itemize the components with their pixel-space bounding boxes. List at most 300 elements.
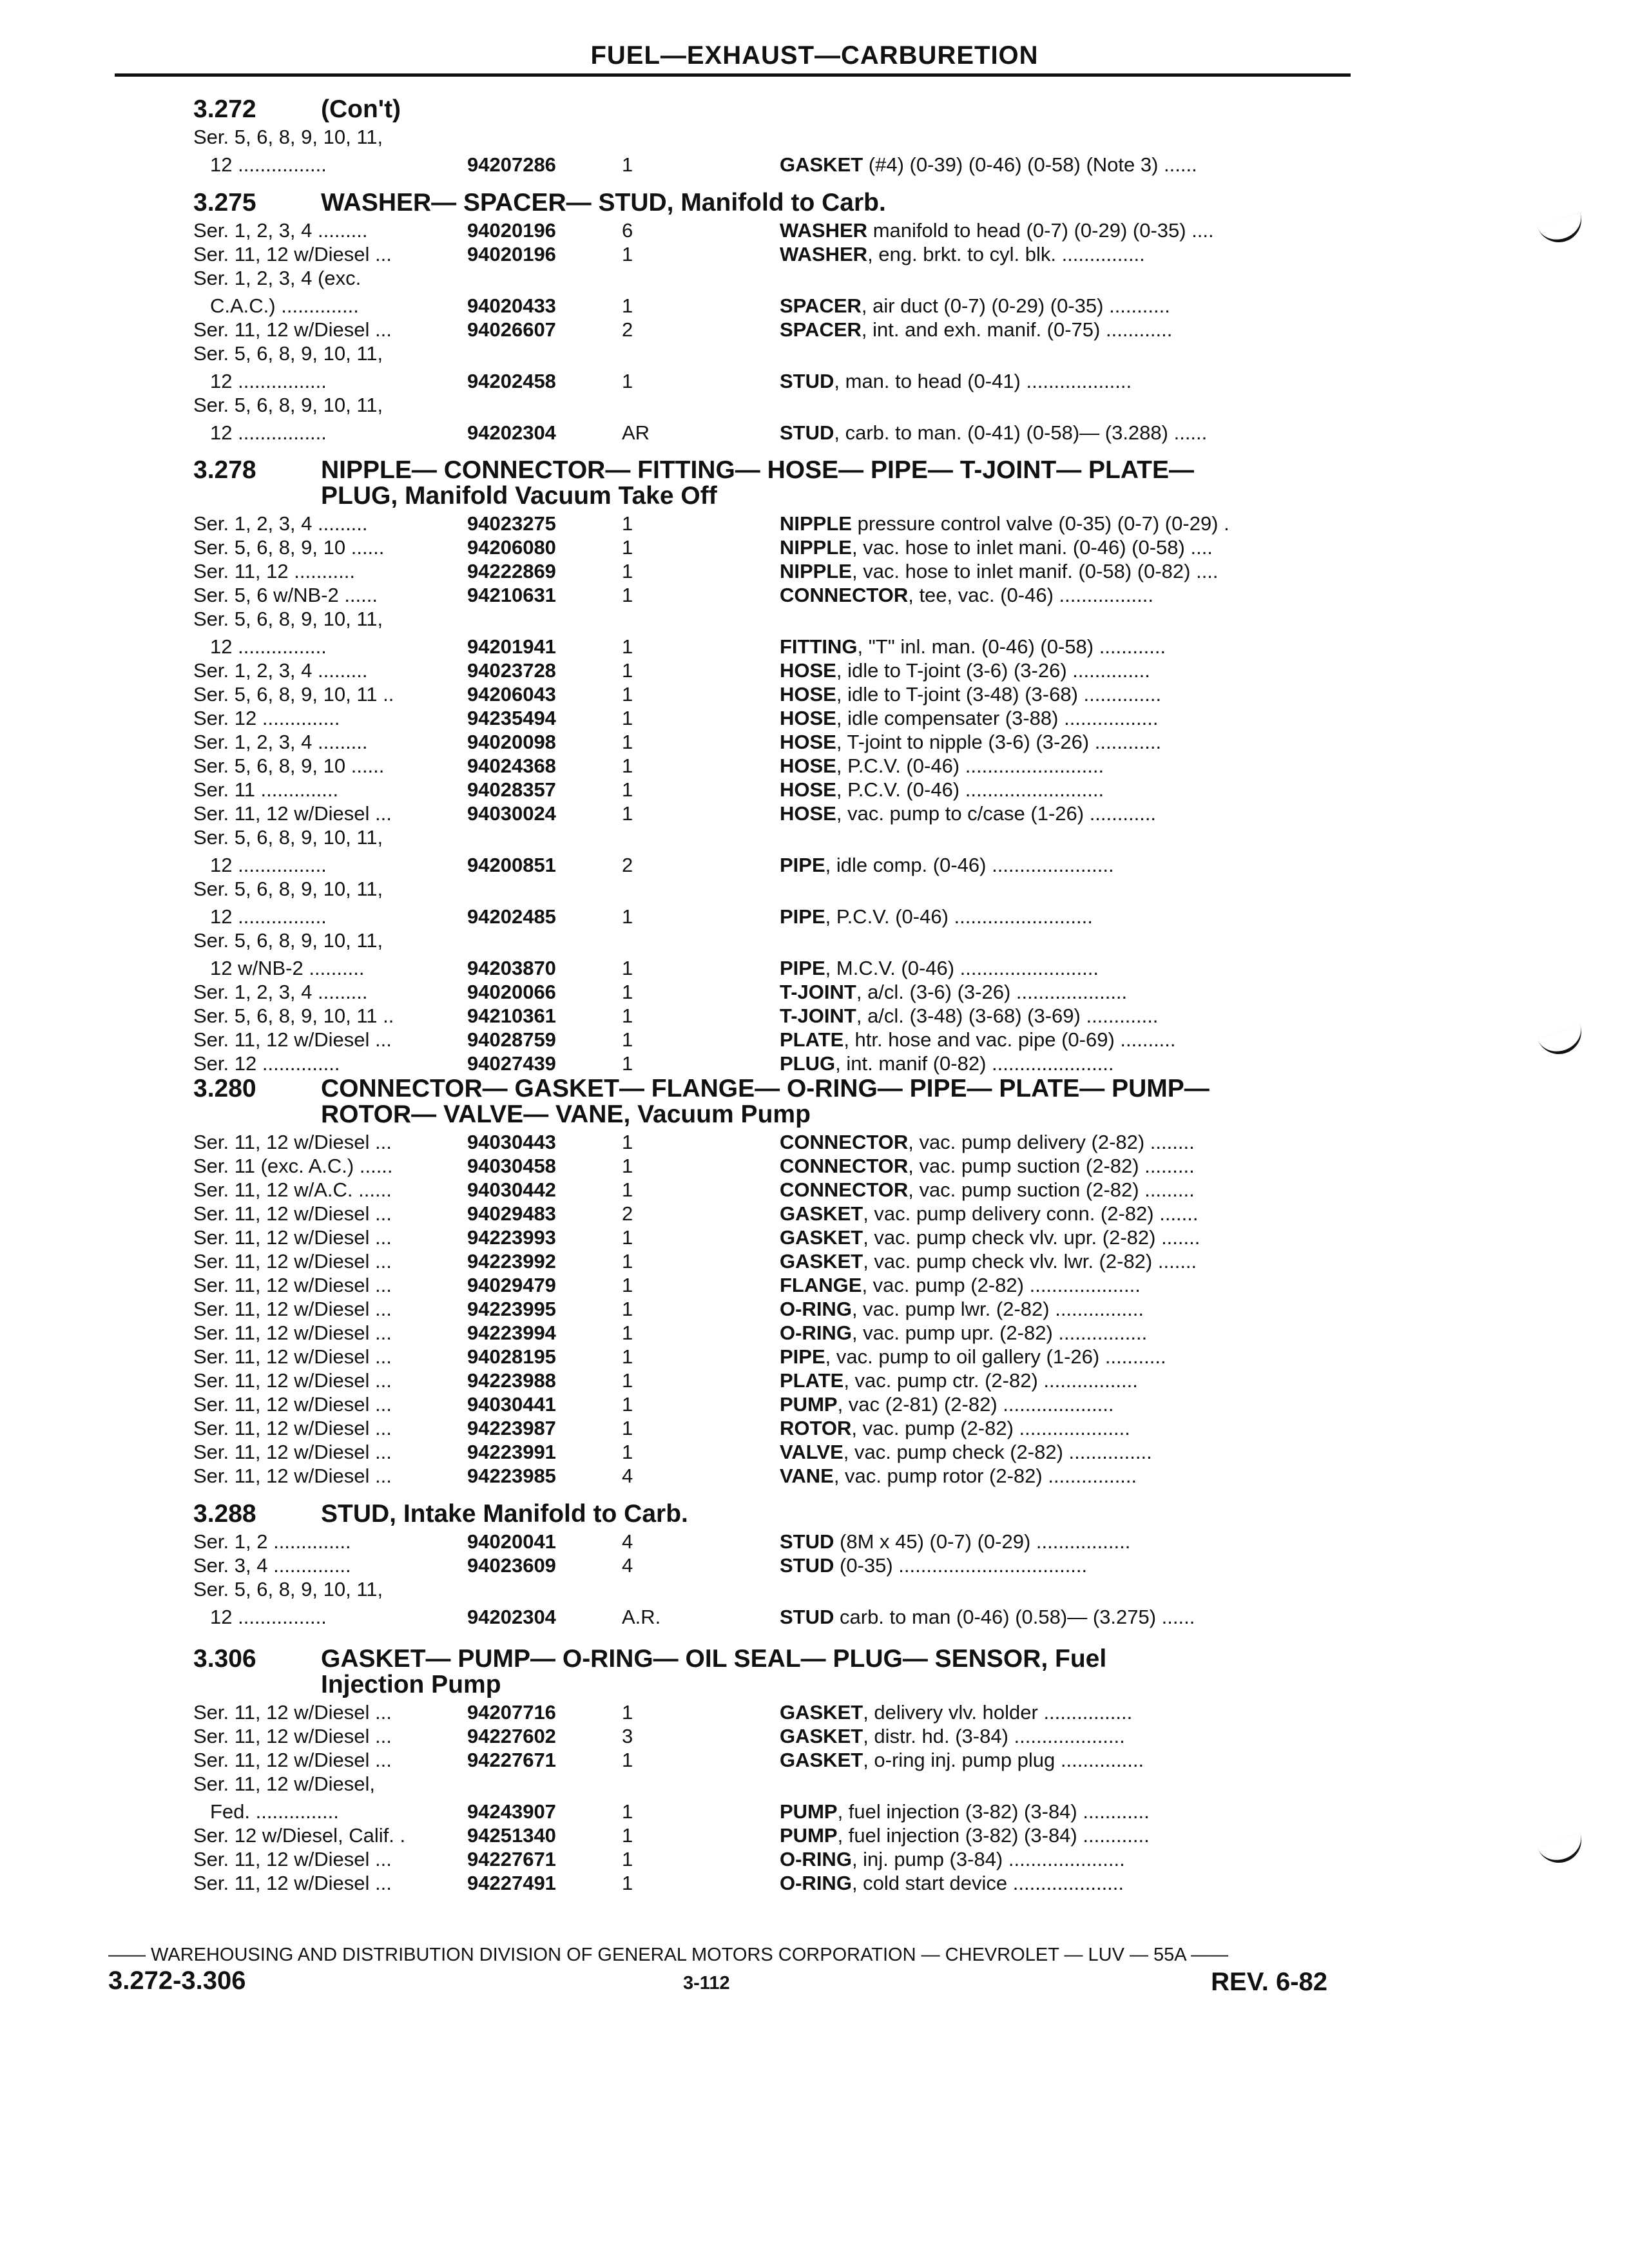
part-description <box>780 1297 1331 1321</box>
part-name: GASKET <box>780 1226 863 1249</box>
section-title: ROTOR— VALVE— VANE, Vacuum Pump <box>321 1100 811 1128</box>
part-detail: , idle to T-joint (3-6) (3-26) .............. <box>836 659 1150 682</box>
parts-row <box>193 1577 1340 1601</box>
quantity: 1 <box>622 754 633 777</box>
parts-row <box>193 802 1340 825</box>
part-description <box>780 853 1331 877</box>
part-description <box>780 1028 1331 1052</box>
serial-applicability: Ser. 11, 12 w/Diesel ... <box>193 1028 392 1051</box>
parts-row <box>193 559 1340 583</box>
serial-applicability: Ser. 1, 2 .............. <box>193 1530 351 1553</box>
parts-row <box>193 1345 1340 1369</box>
section-title: (Con't) <box>321 95 401 123</box>
section-title: STUD, Intake Manifold to Carb. <box>321 1500 688 1528</box>
part-detail: manifold to head (0-7) (0-29) (0-35) .... <box>867 219 1214 242</box>
part-detail: , vac. pump check vlv. lwr. (2-82) ....... <box>863 1250 1197 1273</box>
part-description <box>780 1416 1331 1440</box>
serial-applicability: Ser. 11, 12 w/Diesel ... <box>193 1701 392 1724</box>
part-name: PLUG <box>780 1052 836 1075</box>
part-description <box>780 980 1331 1004</box>
serial-applicability: Fed. ............... <box>210 1800 339 1823</box>
section-title: CONNECTOR— GASKET— FLANGE— O-RING— PIPE— PLATE— PUMP— <box>321 1075 1210 1102</box>
serial-applicability: Ser. 11, 12 w/Diesel ... <box>193 1250 392 1273</box>
part-detail: , idle comp. (0-46) ...................... <box>825 854 1114 876</box>
parts-row <box>193 1772 1340 1796</box>
part-description <box>780 583 1331 607</box>
quantity: 1 <box>622 584 633 606</box>
part-number: 94030442 <box>467 1178 556 1201</box>
part-description <box>780 1748 1331 1772</box>
part-description <box>780 1871 1331 1895</box>
serial-applicability: Ser. 1, 2, 3, 4 ......... <box>193 731 368 753</box>
serial-applicability: Ser. 1, 2, 3, 4 ......... <box>193 981 368 1003</box>
page-title: FUEL—EXHAUST—CARBURETION <box>590 41 1039 70</box>
serial-applicability: 12 ................ <box>210 370 327 392</box>
part-detail: , vac. pump (2-82) .................... <box>851 1417 1130 1439</box>
part-number: 94201941 <box>467 635 556 658</box>
parts-row <box>193 1724 1340 1748</box>
part-number: 94020066 <box>467 981 556 1003</box>
serial-applicability: Ser. 5, 6, 8, 9, 10, 11, <box>193 394 383 416</box>
part-detail: , vac. hose to inlet mani. (0-46) (0-58) .... <box>851 536 1213 559</box>
part-detail: , vac. pump check (2-82) ............... <box>843 1441 1152 1463</box>
parts-row <box>193 1130 1340 1154</box>
binder-hole-mark <box>1537 1024 1588 1061</box>
part-number: 94023609 <box>467 1554 556 1577</box>
footer-range: 3.272-3.306 <box>108 1966 246 1995</box>
part-name: PUMP <box>780 1824 838 1847</box>
serial-applicability: Ser. 5, 6, 8, 9, 10, 11, <box>193 126 383 148</box>
parts-row <box>193 706 1340 730</box>
parts-row <box>193 1748 1340 1772</box>
part-number: 94029483 <box>467 1202 556 1225</box>
part-description <box>780 1004 1331 1028</box>
part-name: WASHER <box>780 219 868 242</box>
part-detail: , fuel injection (3-82) (3-84) ............ <box>837 1800 1150 1823</box>
part-number: 94207286 <box>467 153 556 176</box>
serial-applicability: 12 ................ <box>210 421 327 444</box>
part-detail: , vac. pump suction (2-82) ......... <box>908 1178 1195 1201</box>
serial-applicability: Ser. 11, 12 w/Diesel ... <box>193 1274 392 1296</box>
serial-applicability: Ser. 11, 12 w/Diesel ... <box>193 802 392 825</box>
serial-applicability: Ser. 11, 12 w/Diesel ... <box>193 318 392 341</box>
serial-applicability: Ser. 11, 12 w/Diesel ... <box>193 1298 392 1320</box>
parts-row <box>193 754 1340 778</box>
parts-row <box>193 607 1340 631</box>
part-number: 94227602 <box>467 1725 556 1747</box>
part-name: PIPE <box>780 905 825 928</box>
parts-row <box>193 153 1340 177</box>
part-detail: , eng. brkt. to cyl. blk. ............... <box>867 243 1145 265</box>
part-description <box>780 1823 1331 1847</box>
part-number: 94210361 <box>467 1004 556 1027</box>
part-name: GASKET <box>780 1749 863 1771</box>
quantity: 1 <box>622 1298 633 1320</box>
quantity: 1 <box>622 1052 633 1075</box>
quantity: 3 <box>622 1725 633 1747</box>
part-name: PIPE <box>780 957 825 979</box>
part-name: GASKET <box>780 1250 863 1273</box>
quantity: 1 <box>622 370 633 392</box>
part-detail: , htr. hose and vac. pipe (0-69) .......... <box>843 1028 1176 1051</box>
parts-row <box>193 928 1340 952</box>
quantity: 1 <box>622 1004 633 1027</box>
serial-applicability: Ser. 11, 12 w/Diesel ... <box>193 1345 392 1368</box>
part-description <box>780 421 1331 445</box>
parts-row <box>193 1530 1340 1553</box>
part-name: PLATE <box>780 1369 844 1392</box>
quantity: 1 <box>622 1155 633 1177</box>
serial-applicability: Ser. 5, 6, 8, 9, 10 ...... <box>193 536 385 559</box>
parts-row <box>193 1464 1340 1488</box>
serial-applicability: Ser. 11, 12 w/Diesel ... <box>193 1848 392 1870</box>
serial-applicability: Ser. 11, 12 w/Diesel ... <box>193 1393 392 1416</box>
parts-row <box>193 1700 1340 1724</box>
quantity: 1 <box>622 981 633 1003</box>
part-detail: , cold start device .................... <box>851 1872 1124 1894</box>
parts-row <box>193 1249 1340 1273</box>
serial-applicability: Ser. 11, 12 w/Diesel ... <box>193 1725 392 1747</box>
parts-row <box>193 583 1340 607</box>
part-detail: , idle compensater (3-88) ................. <box>836 707 1159 729</box>
quantity: 1 <box>622 1028 633 1051</box>
part-number: 94202304 <box>467 1606 556 1628</box>
serial-applicability: Ser. 5, 6, 8, 9, 10, 11, <box>193 878 383 900</box>
part-number: 94207716 <box>467 1701 556 1724</box>
part-name: NIPPLE <box>780 536 852 559</box>
part-description <box>780 1530 1331 1553</box>
part-detail: (#4) (0-39) (0-46) (0-58) (Note 3) ...... <box>863 153 1197 176</box>
part-name: T-JOINT <box>780 981 856 1003</box>
section-number: 3.306 <box>193 1645 256 1673</box>
part-number: 94028357 <box>467 778 556 801</box>
section-heading <box>193 1501 1340 1527</box>
parts-row <box>193 1028 1340 1052</box>
part-name: HOSE <box>780 778 836 801</box>
part-detail: , M.C.V. (0-46) ......................... <box>825 957 1099 979</box>
part-description <box>780 1178 1331 1202</box>
quantity: 1 <box>622 536 633 559</box>
part-number: 94030441 <box>467 1393 556 1416</box>
serial-applicability: Ser. 5, 6, 8, 9, 10, 11, <box>193 826 383 849</box>
quantity: 1 <box>622 294 633 317</box>
part-name: FLANGE <box>780 1274 862 1296</box>
part-detail: , inj. pump (3-84) ..................... <box>851 1848 1125 1870</box>
part-number: 94223987 <box>467 1417 556 1439</box>
quantity: 1 <box>622 1749 633 1771</box>
parts-row <box>193 1553 1340 1577</box>
part-detail: , vac. pump rotor (2-82) ................ <box>833 1465 1137 1487</box>
part-detail: (8M x 45) (0-7) (0-29) ................. <box>834 1530 1131 1553</box>
parts-row <box>193 1225 1340 1249</box>
footer-revision: REV. 6-82 <box>1211 1968 1327 1996</box>
serial-applicability: Ser. 11, 12 w/Diesel ... <box>193 1749 392 1771</box>
part-number: 94202304 <box>467 421 556 444</box>
serial-applicability: Ser. 11 (exc. A.C.) ...... <box>193 1155 393 1177</box>
section-3-280 <box>193 1076 1340 1488</box>
part-description <box>780 512 1331 535</box>
quantity: 1 <box>622 243 633 265</box>
part-number: 94223985 <box>467 1465 556 1487</box>
part-detail: , T-joint to nipple (3-6) (3-26) ............ <box>836 731 1162 753</box>
part-detail: , P.C.V. (0-46) ......................... <box>836 754 1104 777</box>
serial-applicability: Ser. 11, 12 w/Diesel ... <box>193 1872 392 1894</box>
part-description <box>780 218 1331 242</box>
serial-applicability: Ser. 1, 2, 3, 4 ......... <box>193 659 368 682</box>
parts-row <box>193 853 1340 877</box>
parts-row <box>193 1800 1340 1823</box>
section-3-306 <box>193 1646 1340 1895</box>
serial-applicability: Ser. 11, 12 w/Diesel ... <box>193 1226 392 1249</box>
parts-row <box>193 341 1340 365</box>
part-detail: , vac. pump lwr. (2-82) ................ <box>851 1298 1144 1320</box>
section-title: NIPPLE— CONNECTOR— FITTING— HOSE— PIPE— T-JOINT— PLATE— <box>321 456 1194 484</box>
parts-row <box>193 1369 1340 1392</box>
part-detail: , vac. pump check vlv. upr. (2-82) ....... <box>863 1226 1200 1249</box>
part-detail: , vac. pump delivery conn. (2-82) ....... <box>863 1202 1199 1225</box>
section-heading <box>193 190 1340 216</box>
part-detail: , a/cl. (3-6) (3-26) .................... <box>856 981 1128 1003</box>
part-description <box>780 706 1331 730</box>
parts-row <box>193 956 1340 980</box>
parts-row <box>193 825 1340 849</box>
part-detail: , P.C.V. (0-46) ......................... <box>836 778 1104 801</box>
parts-row <box>193 369 1340 393</box>
section-number: 3.280 <box>193 1075 256 1102</box>
part-description <box>780 1800 1331 1823</box>
serial-applicability: Ser. 11, 12 ........... <box>193 560 355 582</box>
part-name: PLATE <box>780 1028 844 1051</box>
part-description <box>780 1464 1331 1488</box>
part-detail: , vac (2-81) (2-82) .................... <box>837 1393 1114 1416</box>
part-description <box>780 318 1331 341</box>
part-name: CONNECTOR <box>780 1178 909 1201</box>
part-detail: , int. manif (0-82) ...................... <box>835 1052 1114 1075</box>
quantity: AR <box>622 421 650 444</box>
part-number: 94030443 <box>467 1131 556 1153</box>
serial-applicability: Ser. 5, 6, 8, 9, 10, 11 .. <box>193 1004 394 1027</box>
section-number: 3.288 <box>193 1500 256 1528</box>
serial-applicability: Ser. 11, 12 w/Diesel ... <box>193 1131 392 1153</box>
section-3-288 <box>193 1501 1340 1629</box>
serial-applicability: Ser. 5, 6, 8, 9, 10, 11, <box>193 342 383 365</box>
part-detail: , tee, vac. (0-46) ................. <box>908 584 1153 606</box>
part-name: CONNECTOR <box>780 1131 909 1153</box>
section-3-272 <box>193 97 1340 177</box>
part-number: 94030024 <box>467 802 556 825</box>
serial-applicability: Ser. 11, 12 w/Diesel ... <box>193 1202 392 1225</box>
part-name: SPACER <box>780 294 862 317</box>
part-name: SPACER <box>780 318 862 341</box>
part-name: GASKET <box>780 1725 863 1747</box>
parts-list <box>193 125 1340 177</box>
part-number: 94203870 <box>467 957 556 979</box>
parts-row <box>193 318 1340 341</box>
part-description <box>780 1273 1331 1297</box>
part-description <box>780 1700 1331 1724</box>
parts-row <box>193 877 1340 901</box>
parts-row <box>193 1202 1340 1225</box>
quantity: 1 <box>622 1848 633 1870</box>
serial-applicability: Ser. 3, 4 .............. <box>193 1554 351 1577</box>
part-number: 94202458 <box>467 370 556 392</box>
parts-row <box>193 1297 1340 1321</box>
footer-division: —— WAREHOUSING AND DISTRIBUTION DIVISION OF GENERAL MOTORS CORPORATION — CHEVROLET — LUV — 55A —— <box>108 1945 1229 1965</box>
serial-applicability: Ser. 11, 12 w/Diesel ... <box>193 243 392 265</box>
part-name: STUD <box>780 370 834 392</box>
part-number: 94223994 <box>467 1321 556 1344</box>
quantity: 1 <box>622 1345 633 1368</box>
part-description <box>780 1369 1331 1392</box>
parts-row <box>193 242 1340 266</box>
serial-applicability: 12 ................ <box>210 153 327 176</box>
part-description <box>780 905 1331 928</box>
serial-applicability: Ser. 5, 6, 8, 9, 10, 11, <box>193 929 383 952</box>
part-name: GASKET <box>780 1202 863 1225</box>
part-number: 94223995 <box>467 1298 556 1320</box>
section-heading <box>193 457 1340 509</box>
quantity: 2 <box>622 854 633 876</box>
serial-applicability: Ser. 12 .............. <box>193 1052 340 1075</box>
part-description <box>780 730 1331 754</box>
part-number: 94227491 <box>467 1872 556 1894</box>
parts-list <box>193 218 1340 445</box>
parts-row <box>193 1823 1340 1847</box>
part-name: GASKET <box>780 1701 863 1724</box>
part-detail: , vac. pump upr. (2-82) ................ <box>851 1321 1148 1344</box>
quantity: 1 <box>622 957 633 979</box>
section-number: 3.272 <box>193 95 256 123</box>
part-detail: , air duct (0-7) (0-29) (0-35) ........... <box>861 294 1170 317</box>
quantity: 1 <box>622 1321 633 1344</box>
part-description <box>780 1605 1331 1629</box>
serial-applicability: Ser. 5, 6, 8, 9, 10, 11, <box>193 1578 383 1600</box>
quantity: 1 <box>622 1250 633 1273</box>
serial-applicability: C.A.C.) .............. <box>210 294 359 317</box>
part-description <box>780 682 1331 706</box>
part-number: 94223993 <box>467 1226 556 1249</box>
part-number: 94210631 <box>467 584 556 606</box>
part-name: FITTING <box>780 635 858 658</box>
part-name: HOSE <box>780 731 836 753</box>
quantity: 1 <box>622 512 633 535</box>
part-number: 94020433 <box>467 294 556 317</box>
part-description <box>780 754 1331 778</box>
quantity: 1 <box>622 1131 633 1153</box>
part-number: 94223991 <box>467 1441 556 1463</box>
serial-applicability: 12 w/NB-2 .......... <box>210 957 365 979</box>
serial-applicability: Ser. 5, 6, 8, 9, 10, 11 .. <box>193 683 394 706</box>
parts-row <box>193 535 1340 559</box>
quantity: 1 <box>622 731 633 753</box>
part-number: 94235494 <box>467 707 556 729</box>
parts-row <box>193 512 1340 535</box>
part-description <box>780 1052 1331 1075</box>
quantity: 1 <box>622 683 633 706</box>
parts-row <box>193 1847 1340 1871</box>
part-description <box>780 1225 1331 1249</box>
quantity: 1 <box>622 560 633 582</box>
binder-hole-mark <box>1537 1832 1588 1869</box>
part-number: 94020098 <box>467 731 556 753</box>
parts-row <box>193 1052 1340 1075</box>
part-name: PIPE <box>780 1345 825 1368</box>
parts-row <box>193 266 1340 290</box>
part-number: 94223988 <box>467 1369 556 1392</box>
serial-applicability: Ser. 5, 6 w/NB-2 ...... <box>193 584 378 606</box>
serial-applicability: Ser. 11, 12 w/A.C. ...... <box>193 1178 392 1201</box>
part-number: 94030458 <box>467 1155 556 1177</box>
part-name: STUD <box>780 1554 834 1577</box>
part-number: 94206043 <box>467 683 556 706</box>
binder-hole-mark <box>1537 212 1588 249</box>
part-name: NIPPLE <box>780 512 852 535</box>
part-detail: , idle to T-joint (3-48) (3-68) .............. <box>836 683 1162 706</box>
section-3-275 <box>193 190 1340 445</box>
part-number: 94028195 <box>467 1345 556 1368</box>
part-description <box>780 1154 1331 1178</box>
serial-applicability: Ser. 5, 6, 8, 9, 10, 11, <box>193 608 383 630</box>
serial-applicability: 12 ................ <box>210 1606 327 1628</box>
quantity: 6 <box>622 219 633 242</box>
serial-applicability: Ser. 11, 12 w/Diesel ... <box>193 1441 392 1463</box>
part-name: PUMP <box>780 1393 838 1416</box>
section-number: 3.278 <box>193 456 256 484</box>
part-name: WASHER <box>780 243 868 265</box>
part-number: 94202485 <box>467 905 556 928</box>
part-description <box>780 369 1331 393</box>
serial-applicability: Ser. 11, 12 w/Diesel ... <box>193 1465 392 1487</box>
part-detail: , vac. pump (2-82) .................... <box>862 1274 1141 1296</box>
part-name: CONNECTOR <box>780 584 909 606</box>
part-detail: , P.C.V. (0-46) ......................... <box>825 905 1093 928</box>
quantity: 1 <box>622 1441 633 1463</box>
part-description <box>780 1249 1331 1273</box>
parts-row <box>193 125 1340 149</box>
part-description <box>780 1202 1331 1225</box>
quantity: 1 <box>622 1226 633 1249</box>
part-number: 94020196 <box>467 219 556 242</box>
serial-applicability: 12 ................ <box>210 905 327 928</box>
section-heading <box>193 1076 1340 1128</box>
parts-list <box>193 512 1340 1075</box>
part-description <box>780 635 1331 658</box>
parts-row <box>193 1440 1340 1464</box>
part-number: 94200851 <box>467 854 556 876</box>
part-name: O-RING <box>780 1848 852 1870</box>
part-description <box>780 1724 1331 1748</box>
serial-applicability: Ser. 1, 2, 3, 4 (exc. <box>193 267 361 289</box>
part-detail: , int. and exh. manif. (0-75) ............ <box>861 318 1173 341</box>
part-number: 94243907 <box>467 1800 556 1823</box>
part-name: HOSE <box>780 683 836 706</box>
part-name: CONNECTOR <box>780 1155 909 1177</box>
part-name: STUD <box>780 421 834 444</box>
parts-row <box>193 1416 1340 1440</box>
part-name: O-RING <box>780 1872 852 1894</box>
quantity: 4 <box>622 1465 633 1487</box>
parts-row <box>193 1004 1340 1028</box>
quantity: 1 <box>622 659 633 682</box>
serial-applicability: Ser. 1, 2, 3, 4 ......... <box>193 219 368 242</box>
quantity: 1 <box>622 778 633 801</box>
quantity: 1 <box>622 1178 633 1201</box>
serial-applicability: Ser. 11 .............. <box>193 778 339 801</box>
part-name: STUD <box>780 1606 834 1628</box>
part-number: 94026607 <box>467 318 556 341</box>
part-number: 94020196 <box>467 243 556 265</box>
part-number: 94023728 <box>467 659 556 682</box>
